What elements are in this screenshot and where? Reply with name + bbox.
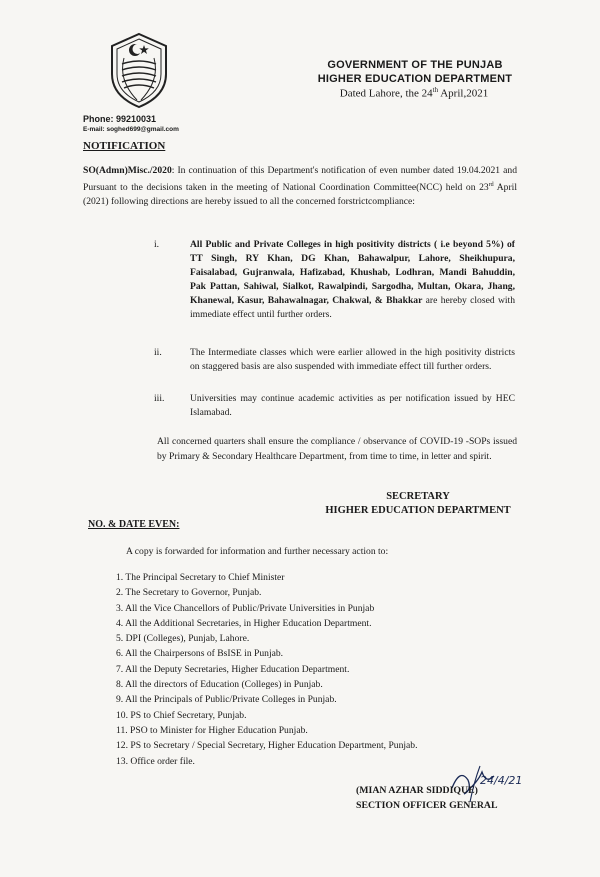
date-suffix: April,2021 — [438, 87, 489, 100]
direction-item — [154, 346, 524, 392]
secretary-title: SECRETARY — [386, 491, 450, 502]
signatory-name: (MIAN AZHAR SIDDIQUE) — [356, 785, 478, 796]
direction-bold: All Public and Private Colleges in high positivity districts ( i.e beyond 5%) of TT Singh, RY Khan, DG Khan, Bahawalpur, Lahore, Sheikhupura, Faisalabad, Gujranwala, Hafizabad, Khushab, Lodhran, Mandi Bahuddin, Pak Pattan, Sahiwal, Sialkot, Rawalpindi, Sargodha, Multan, Okara, Jhang, Khanewal, Kasur, Bahawalnagar, Chakwal, & Bhakkar — [190, 239, 515, 306]
list-item: 9. All the Principals of Public/Private Colleges in Punjab. — [116, 694, 337, 706]
intro-sup: rd — [488, 182, 494, 188]
direction-item — [154, 238, 524, 350]
forwarding-intro: A copy is forwarded for information and further necessary action to: — [126, 546, 389, 557]
copy-recipients-list — [116, 570, 418, 769]
list-item: 8. All the directors of Education (Colleges) in Punjab. — [116, 679, 323, 691]
signatory-title: SECTION OFFICER GENERAL — [356, 800, 498, 811]
intro-text-1: : In continuation of this Department's notification of even number dated 19.04.2021 and Pursuant to the decisions taken in the meeting of National Coordination Committee(NCC) held on 23 — [83, 165, 517, 194]
direction-number: iii. — [154, 393, 165, 404]
list-item: 1. The Principal Secretary to Chief Minister — [116, 572, 285, 583]
list-item: 10. PS to Chief Secretary, Punjab. — [116, 709, 247, 721]
department-heading — [300, 58, 530, 86]
list-item: 2. The Secretary to Governor, Punjab. — [116, 587, 262, 599]
punjab-emblem-icon — [104, 30, 174, 110]
list-item: 13. Office order file. — [116, 755, 195, 767]
list-item: 6. All the Chairpersons of BsISE in Punjab. — [116, 648, 284, 660]
signature-date: 24/4/21 — [480, 774, 523, 787]
phone-number: Phone: 99210031 — [83, 114, 157, 124]
notification-title: NOTIFICATION — [83, 140, 166, 152]
issue-date — [304, 86, 524, 100]
direction-rest: are hereby closed with immediate effect until further orders. — [190, 295, 515, 320]
intro-text-2: April (2021) following directions are hereby issued to all the concerned forstrictcompliance: — [83, 182, 517, 208]
list-item: 4. All the Additional Secretaries, in Higher Education Department. — [116, 617, 372, 629]
notification-intro — [83, 164, 517, 209]
dept-title: HIGHER EDUCATION DEPARTMENT — [317, 73, 513, 85]
email-address: E-mail: soghed699@gmail.com — [83, 126, 179, 133]
list-item: 7. All the Deputy Secretaries, Higher Education Department. — [116, 663, 350, 675]
gov-title: GOVERNMENT OF THE PUNJAB — [327, 59, 503, 71]
direction-item — [154, 392, 524, 424]
direction-text — [190, 238, 515, 322]
secretary-department: HIGHER EDUCATION DEPARTMENT — [325, 505, 511, 516]
direction-text: The Intermediate classes which were earlier allowed in the high positivity districts on staggered basis are also suspended with immediate effect till further orders. — [190, 347, 515, 372]
signatory-block — [356, 783, 536, 813]
reference-number: SO(Admn)Misc./2020 — [83, 165, 172, 176]
date-prefix: Dated Lahore, the 24 — [339, 87, 433, 100]
closing-paragraph: All concerned quarters shall ensure the compliance / observance of COVID-19 -SOPs issued by Primary & Secondary Healthcare Department, from time to time, in letter and spirit. — [157, 436, 517, 462]
list-item: 3. All the Vice Chancellors of Public/Private Universities in Punjab — [116, 602, 375, 614]
date-sup: th — [432, 86, 439, 94]
direction-text: Universities may continue academic activities as per notification issued by HEC Islamabad. — [190, 393, 515, 418]
direction-number: i. — [154, 239, 160, 250]
list-item: 12. PS to Secretary / Special Secretary, Higher Education Department, Punjab. — [116, 740, 418, 752]
secretary-block — [300, 490, 536, 518]
no-date-even-heading: NO. & DATE EVEN: — [88, 519, 180, 530]
list-item: 11. PSO to Minister for Higher Education Punjab. — [116, 724, 308, 736]
list-item: 5. DPI (Colleges), Punjab, Lahore. — [116, 633, 250, 645]
direction-number: ii. — [154, 347, 162, 358]
